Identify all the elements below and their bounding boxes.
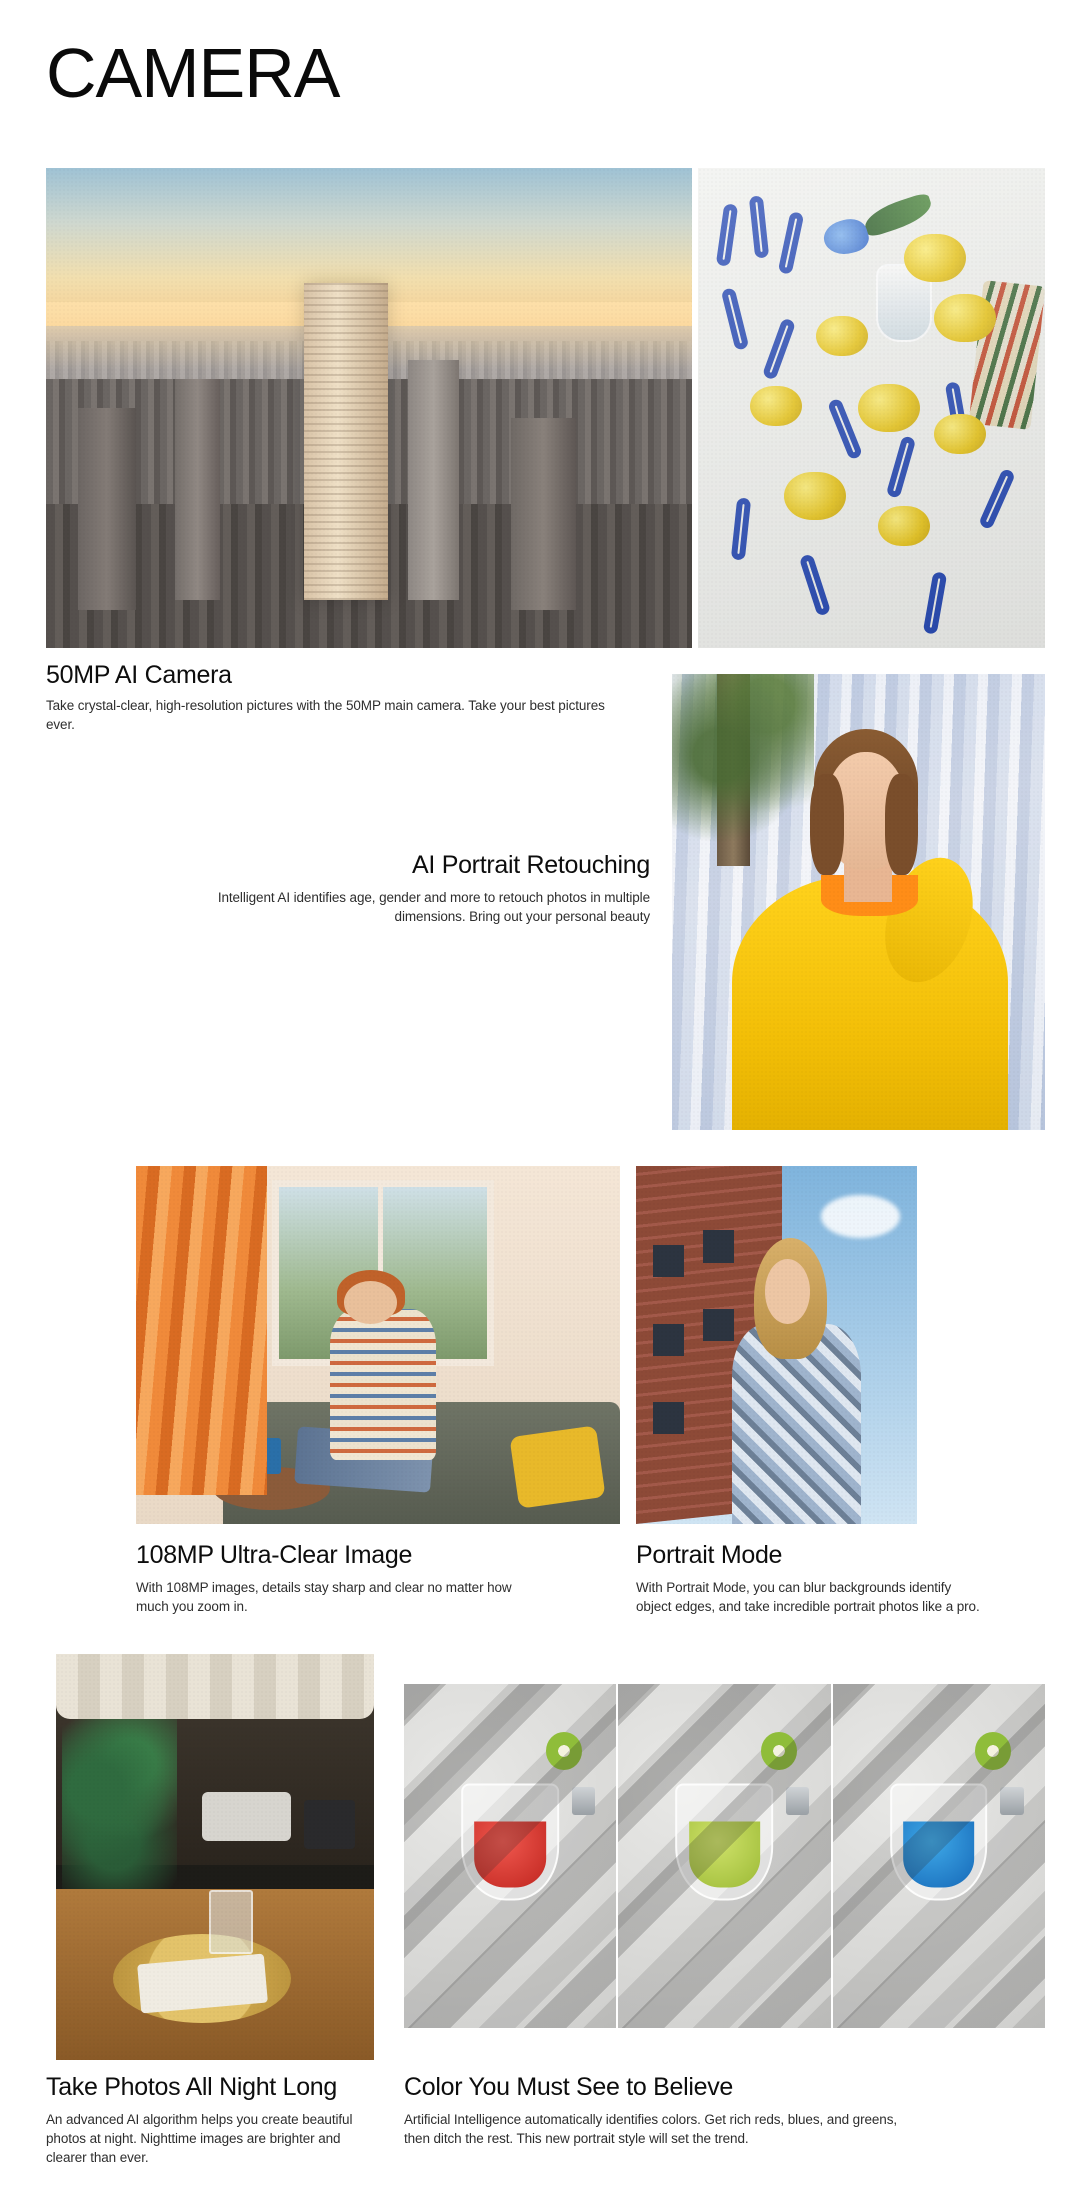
body-108mp-ultra-clear: With 108MP images, details stay sharp and clear no matter how much you zoom in. (136, 1580, 512, 1614)
body-portrait-mode: With Portrait Mode, you can blur backgrounds identify object edges, and take incredible portrait photos like a pro. (636, 1580, 980, 1614)
woman-by-window-photo (136, 1166, 620, 1524)
headline-108mp-ultra-clear: 108MP Ultra-Clear Image (136, 1541, 413, 1569)
headline-night-mode: Take Photos All Night Long (46, 2073, 338, 2101)
woman-plaid-shirt-photo (636, 1166, 917, 1524)
three-color-glasses-photo (404, 1684, 1045, 2028)
city-skyline-sunset-photo (46, 168, 692, 648)
color-pane-green (616, 1684, 830, 2028)
woman-yellow-sweater-photo (672, 674, 1045, 1130)
body-night-mode: An advanced AI algorithm helps you create beautiful photos at night. Nighttime images are brighter and clearer than ever. (46, 2112, 353, 2165)
headline-portrait-mode: Portrait Mode (636, 1541, 783, 1569)
lemons-flatlay-photo (698, 168, 1045, 648)
page-title: CAMERA (46, 34, 340, 112)
body-50mp-ai-camera: Take crystal-clear, high-resolution pictures with the 50MP main camera. Take your best pictures ever. (46, 698, 605, 732)
color-pane-red (404, 1684, 616, 2028)
color-pane-blue (831, 1684, 1045, 2028)
headline-ai-portrait-retouching: AI Portrait Retouching (412, 851, 650, 879)
night-restaurant-table-photo (56, 1654, 374, 2060)
headline-color-accuracy: Color You Must See to Believe (404, 2073, 734, 2101)
headline-50mp-ai-camera: 50MP AI Camera (46, 661, 232, 689)
body-color-accuracy: Artificial Intelligence automatically identifies colors. Get rich reds, blues, and greens, then ditch the rest. This new portrait style will set the trend. (404, 2112, 897, 2146)
body-ai-portrait-retouching: Intelligent AI identifies age, gender and more to retouch photos in multiple dimensions. Bring out your personal beauty (217, 890, 650, 924)
